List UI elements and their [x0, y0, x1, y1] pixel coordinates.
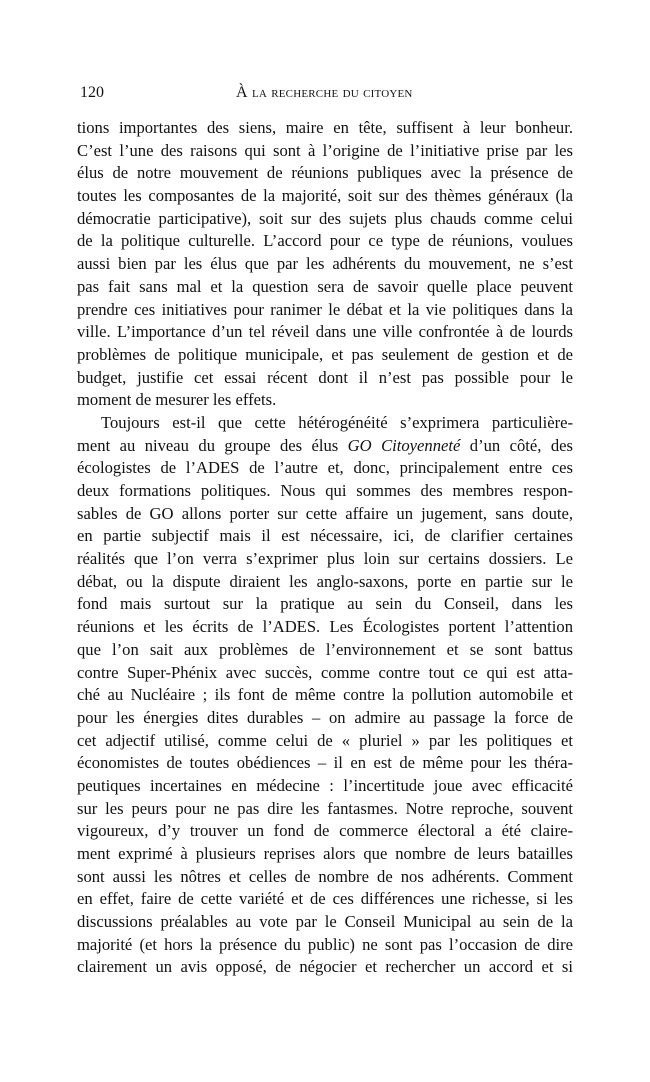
text-segment: toutes les composantes de la majorité, soit sur des thèmes généraux (la	[77, 186, 573, 206]
text-segment: C’est l’une des raisons qui sont à l’origine de l’initiative prise par les	[77, 140, 573, 160]
italic-text: GO Citoyenneté	[347, 435, 461, 455]
text-segment: ché au Nucléaire ; ils font de même contre la pollution automobile et	[77, 685, 573, 705]
text-segment: élus de notre mouvement de réunions publiques avec la présence de	[77, 163, 573, 183]
body-text	[77, 117, 573, 979]
text-line	[77, 707, 573, 730]
text-segment: sur les peurs pour ne pas dire les fantasmes. Notre reproche, souvent	[77, 798, 573, 818]
text-segment: cet adjectif utilisé, comme celui de « pluriel » par les politiques et	[77, 730, 573, 750]
text-line	[77, 548, 573, 571]
text-line	[77, 934, 573, 957]
text-segment: réunions et les écrits de l’ADES. Les Écologistes portent l’attention	[77, 617, 573, 637]
text-line	[77, 208, 573, 231]
text-segment: d’un côté, des	[460, 435, 573, 455]
text-segment: vigoureux, d’y trouver un fond de commerce électoral a été claire-	[77, 821, 573, 841]
text-segment: aussi bien par les élus que par les adhérents du mouvement, ne s’est	[77, 254, 573, 274]
text-line	[77, 843, 573, 866]
text-line	[77, 140, 573, 163]
text-line	[77, 276, 573, 299]
text-segment: problèmes de politique municipale, et pas seulement de gestion et de	[77, 344, 573, 364]
text-segment: sont aussi les nôtres et celles de nombre de nos adhérents. Comment	[77, 866, 573, 886]
text-segment: ment exprimé à plusieurs reprises alors que nombre de leurs batailles	[77, 844, 573, 863]
text-line	[77, 185, 573, 208]
text-segment: budget, justifie cet essai récent dont il n’est pas possible pour le	[77, 367, 573, 387]
text-line	[77, 662, 573, 685]
text-segment: démocratie participative), soit sur des sujets plus chauds comme celui	[77, 208, 573, 228]
text-line	[77, 503, 573, 526]
text-line	[77, 956, 573, 979]
paragraph	[77, 117, 573, 412]
text-segment: pour les énergies dites durables – on admire au passage la force de	[77, 707, 573, 727]
text-line	[77, 730, 573, 753]
text-segment: tions importantes des siens, maire en tête, suffisent à leur bonheur.	[77, 118, 573, 137]
text-line	[77, 457, 573, 480]
text-line	[77, 480, 573, 503]
page-number: 120	[80, 84, 104, 101]
text-segment: contre Super-Phénix avec succès, comme contre tout ce qui est atta-	[77, 662, 573, 682]
text-segment: sables de GO allons porter sur cette affaire un jugement, sans doute,	[77, 503, 573, 523]
text-line	[77, 616, 573, 639]
text-line	[77, 435, 573, 458]
text-line	[77, 593, 573, 616]
text-line	[77, 798, 573, 821]
text-segment: en effet, faire de cette variété et de ces différences une richesse, si les	[77, 889, 573, 909]
text-segment: majorité (et hors la présence du public) ne sont pas l’occasion de dire	[77, 934, 573, 954]
text-line	[77, 367, 573, 390]
text-segment: réalités que l’on verra s’exprimer plus loin sur certains dossiers. Le	[77, 549, 573, 569]
text-segment: prendre ces initiatives pour ranimer le débat et la vie politiques dans la	[77, 299, 573, 319]
text-segment: économistes de toutes obédiences – il en est de même pour les théra-	[77, 753, 573, 773]
text-segment: en partie subjectif mais il est nécessaire, ici, de clarifier certaines	[77, 526, 573, 546]
text-line	[77, 389, 573, 412]
text-line	[77, 230, 573, 253]
text-line	[77, 684, 573, 707]
text-line	[77, 162, 573, 185]
text-line	[77, 911, 573, 934]
text-segment: Toujours est-il que cette hétérogénéité s’exprimera particulière-	[101, 412, 573, 432]
text-line	[77, 253, 573, 276]
text-line	[77, 299, 573, 322]
text-segment: clairement un avis opposé, de négocier et rechercher un accord et si	[77, 957, 573, 977]
text-segment: débat, ou la dispute diraient les anglo-saxons, porte en partie sur le	[77, 571, 573, 591]
text-line	[77, 820, 573, 843]
text-segment: de la politique culturelle. L’accord pour ce type de réunions, voulues	[77, 231, 573, 251]
paragraph	[77, 412, 573, 979]
text-line	[77, 412, 573, 435]
text-segment: ment au niveau du groupe des élus	[77, 435, 348, 455]
text-segment: deux formations politiques. Nous qui sommes des membres respon-	[77, 481, 573, 500]
text-segment: pas fait sans mal et la question sera de savoir quelle place peuvent	[77, 276, 573, 296]
text-line	[77, 888, 573, 911]
text-segment: ville. L’importance d’un tel réveil dans une ville confrontée à de lourds	[77, 322, 573, 342]
text-line	[77, 117, 573, 140]
text-line	[77, 525, 573, 548]
text-line	[77, 321, 573, 344]
text-line	[77, 752, 573, 775]
text-segment: fond mais surtout sur la pratique au sein du Conseil, dans les	[77, 594, 573, 614]
text-segment: moment de mesurer les effets.	[77, 390, 277, 410]
text-line	[77, 775, 573, 798]
text-line	[77, 571, 573, 594]
text-segment: peutiques incertaines en médecine : l’incertitude joue avec efficacité	[77, 775, 573, 795]
text-line	[77, 866, 573, 889]
text-segment: que l’on sait aux problèmes de l’environnement et se sont battus	[77, 639, 573, 659]
text-line	[77, 639, 573, 662]
running-title: À la recherche du citoyen	[236, 84, 413, 101]
text-line	[77, 344, 573, 367]
text-segment: écologistes de l’ADES de l’autre et, donc, principalement entre ces	[77, 458, 573, 478]
text-segment: discussions préalables au vote par le Conseil Municipal au sein de la	[77, 912, 573, 932]
